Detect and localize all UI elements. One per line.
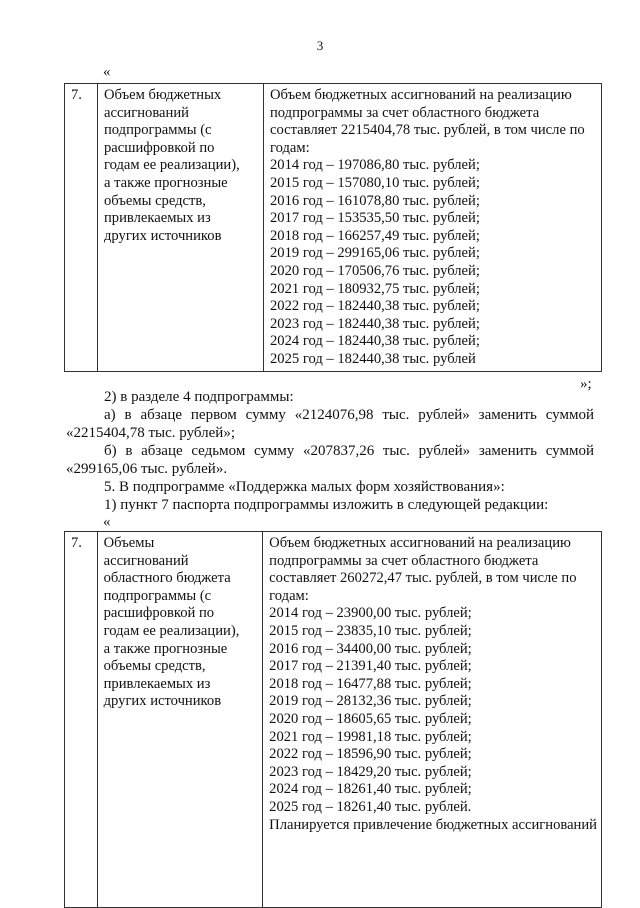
table1-label-line: а также прогнозные (104, 174, 228, 191)
table2-content-line: подпрограммы за счет областного бюджета (269, 552, 539, 569)
table2-label-line: других источников (103, 693, 222, 710)
table2-content-line: Планируется привлечение бюджетных ассигнований (269, 816, 597, 833)
table2-label-line: объемы средств, (103, 658, 206, 675)
table1-row-number: 7. (65, 84, 98, 372)
paragraph-item7: 1) пункт 7 паспорта подпрограммы изложить в следующей редакции: (104, 497, 549, 513)
table2-content-line: составляет 260272,47 тыс. рублей, в том числе по (269, 570, 577, 587)
table1-content-line: подпрограммы за счет областного бюджета (270, 104, 540, 121)
table1-content-line: составляет 2215404,78 тыс. рублей, в том числе по (270, 122, 585, 139)
table1-content-line: 2016 год – 161078,80 тыс. рублей; (270, 192, 480, 209)
table2-row-number: 7. (65, 532, 98, 908)
table2-label-line: годам ее реализации), (103, 622, 240, 639)
paragraph-subprogram: 5. В подпрограмме «Поддержка малых форм хозяйствования»: (104, 479, 505, 495)
table2-label-line: а также прогнозные (103, 640, 228, 657)
table2-label-line: Объемы (103, 535, 155, 551)
passport-table-2 (64, 531, 602, 908)
table2-content-line: 2025 год – 18261,40 тыс. рублей. (269, 798, 472, 815)
table1-label-line: подпрограммы (с (104, 122, 212, 139)
table1-close-quote: »; (580, 376, 592, 392)
passport-table-1 (64, 83, 602, 372)
table2-content-line: 2017 год – 21391,40 тыс. рублей; (269, 658, 472, 675)
table2-open-quote: « (103, 514, 111, 530)
table2-content-line: 2023 год – 18429,20 тыс. рублей; (269, 763, 472, 780)
table2-content-line: 2015 год – 23835,10 тыс. рублей; (269, 622, 472, 639)
table1-label-line: других источников (104, 227, 222, 244)
paragraph-b-line1: б) в абзаце седьмом сумму «207837,26 тыс. рублей» заменить суммой (104, 443, 594, 459)
table2-content-line: 2020 год – 18605,65 тыс. рублей; (269, 710, 472, 727)
table1-content-line: 2019 год – 299165,06 тыс. рублей; (270, 245, 480, 262)
paragraph-a-line2: «2215404,78 тыс. рублей»; (66, 425, 235, 441)
table2-content-cell (263, 532, 602, 908)
table2-content-line: 2018 год – 16477,88 тыс. рублей; (269, 675, 472, 692)
table2-label-line: расшифровкой по (103, 605, 215, 622)
table2-content-line: годам: (269, 587, 309, 604)
table1-content-line: 2017 год – 153535,50 тыс. рублей; (270, 210, 480, 227)
table1-label-line: расшифровкой по (104, 139, 215, 156)
table2-content-line: 2019 год – 28132,36 тыс. рублей; (269, 693, 472, 710)
table1-content-line: 2015 год – 157080,10 тыс. рублей; (270, 174, 480, 191)
table2-content-line: 2021 год – 19981,18 тыс. рублей; (269, 728, 472, 745)
paragraph-a-line1: а) в абзаце первом сумму «2124076,98 тыс. рублей» заменить суммой (104, 407, 594, 423)
table2-content-line: Объем бюджетных ассигнований на реализацию (269, 535, 571, 551)
table2-content-line: 2016 год – 34400,00 тыс. рублей; (269, 640, 472, 657)
page-number: 3 (316, 38, 324, 53)
table2-content-line: 2014 год – 23900,00 тыс. рублей; (269, 605, 472, 622)
table1-content-line: 2023 год – 182440,38 тыс. рублей; (270, 315, 480, 332)
table1-content-line: 2021 год – 180932,75 тыс. рублей; (270, 280, 480, 297)
table2-label-line: привлекаемых из (103, 675, 211, 692)
table1-label-line: привлекаемых из (104, 210, 211, 227)
table2-content-line: 2022 год – 18596,90 тыс. рублей; (269, 746, 472, 763)
table1-label-line: объемы средств, (104, 192, 206, 209)
paragraph-section4: 2) в разделе 4 подпрограммы: (104, 389, 294, 405)
table1-content-line: 2014 год – 197086,80 тыс. рублей; (270, 157, 480, 174)
table1-content-line: 2018 год – 166257,49 тыс. рублей; (270, 227, 480, 244)
table1-label-line: годам ее реализации), (104, 157, 240, 174)
table1-label-line: ассигнований (104, 104, 189, 121)
table1-label-line: Объем бюджетных (104, 87, 222, 103)
table1-content-line: 2020 год – 170506,76 тыс. рублей; (270, 262, 480, 279)
table2-label-line: ассигнований (103, 552, 189, 569)
table1-content-cell (264, 84, 602, 372)
table1-open-quote: « (103, 64, 111, 80)
table2-label-line: подпрограммы (с (103, 587, 212, 604)
table1-content-line: годам: (270, 139, 310, 156)
table1-content-line: 2025 год – 182440,38 тыс. рублей (270, 350, 476, 367)
table1-content-line: Объем бюджетных ассигнований на реализацию (270, 87, 572, 103)
table1-label-cell (98, 84, 264, 372)
table2-label-cell (97, 532, 263, 908)
table2-label-line: областного бюджета (103, 570, 231, 587)
paragraph-b-line2: «299165,06 тыс. рублей». (66, 461, 228, 477)
table1-content-line: 2024 год – 182440,38 тыс. рублей; (270, 333, 480, 350)
table2-content-line: 2024 год – 18261,40 тыс. рублей; (269, 781, 472, 798)
table1-content-line: 2022 год – 182440,38 тыс. рублей; (270, 298, 480, 315)
